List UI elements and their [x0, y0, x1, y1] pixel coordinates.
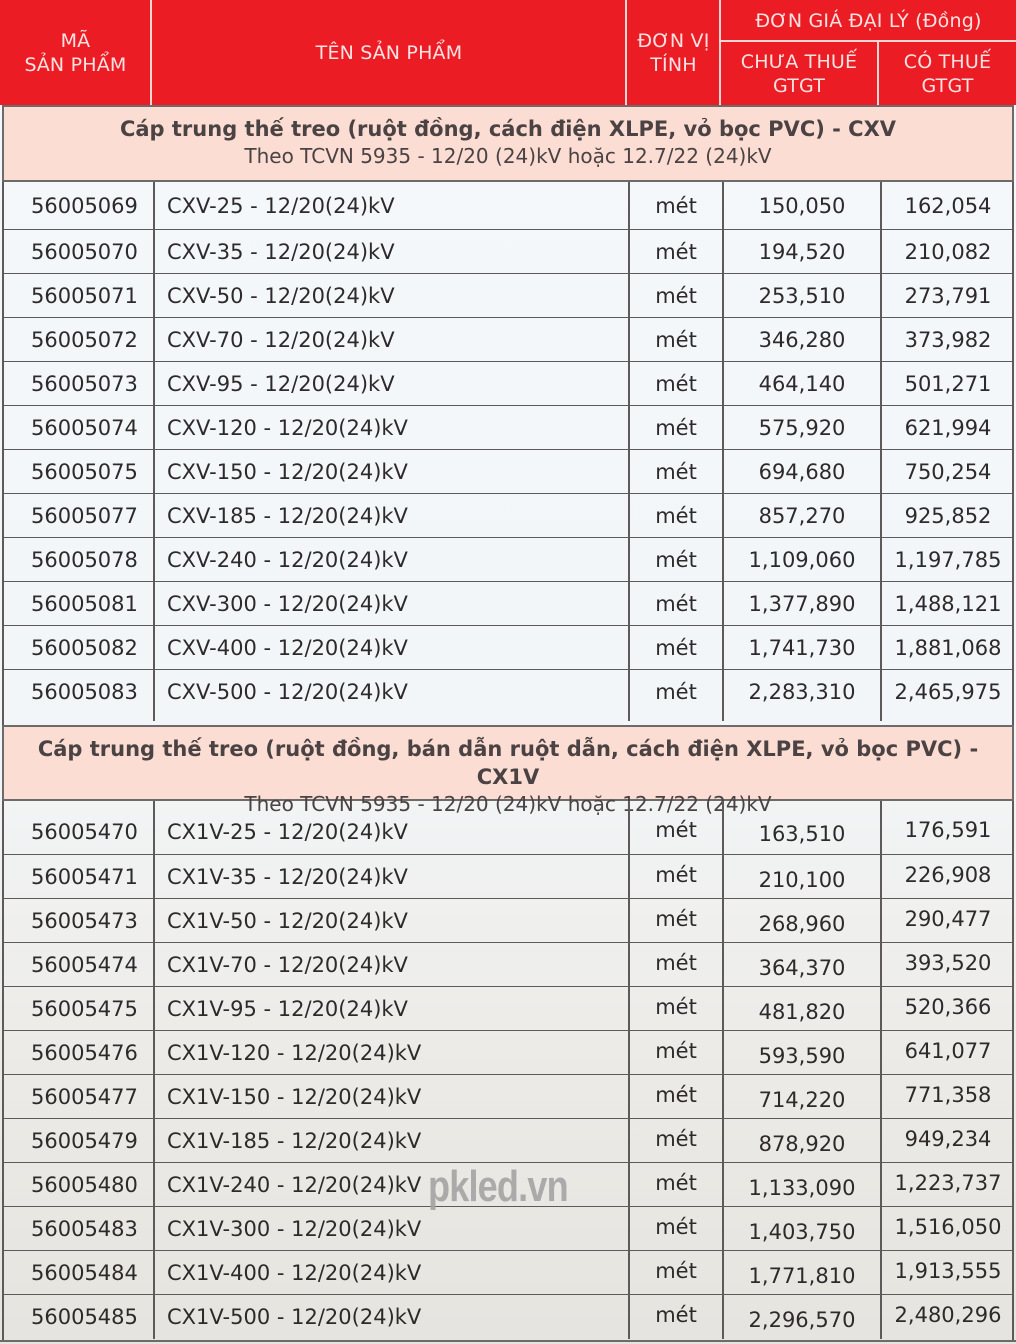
price-with-tax: 1,223,737	[880, 1163, 1014, 1206]
price-pre-tax: 2,296,570	[722, 1295, 880, 1339]
product-code: 56005070	[31, 239, 138, 264]
table-row	[4, 274, 1012, 318]
unit: mét	[628, 450, 722, 493]
table-row	[4, 182, 1012, 230]
header-pre-tax-line1: CHƯA THUẾ	[740, 50, 858, 73]
table-row	[4, 855, 1012, 899]
table-row	[4, 801, 1012, 855]
product-code: 56005473	[31, 908, 138, 933]
header-product-name: TÊN SẢN PHẨM	[315, 41, 463, 64]
product-name: CX1V-50 - 12/20(24)kV	[153, 899, 628, 942]
header-with-tax-line2: GTGT	[921, 74, 974, 97]
unit: mét	[628, 406, 722, 449]
product-name: CXV-240 - 12/20(24)kV	[153, 538, 628, 581]
product-code: 56005477	[31, 1084, 138, 1109]
product-code: 56005483	[31, 1216, 138, 1241]
table-row	[4, 362, 1012, 406]
product-name: CX1V-240 - 12/20(24)kV	[153, 1163, 628, 1206]
section-rows-cx1v	[2, 801, 1014, 1340]
product-name: CXV-120 - 12/20(24)kV	[153, 406, 628, 449]
unit-text: mét	[655, 679, 697, 704]
unit: mét	[628, 855, 722, 898]
unit: mét	[628, 943, 722, 986]
product-name: CXV-35 - 12/20(24)kV	[153, 230, 628, 273]
unit: mét	[628, 987, 722, 1030]
product-name: CXV-400 - 12/20(24)kV	[153, 626, 628, 669]
price-with-tax: 1,881,068	[880, 626, 1014, 669]
section-banner-cx1v	[2, 725, 1014, 816]
header-code-line2: SẢN PHẨM	[24, 53, 127, 76]
header-price-group: ĐƠN GIÁ ĐẠI LÝ (Đồng)	[755, 9, 982, 32]
product-name: CXV-50 - 12/20(24)kV	[153, 274, 628, 317]
unit: mét	[628, 1295, 722, 1339]
price-with-tax: 2,480,296	[880, 1295, 1014, 1339]
price-with-tax: 771,358	[880, 1075, 1014, 1118]
price-with-tax: 750,254	[880, 450, 1014, 493]
product-name-text: CXV-500 - 12/20(24)kV	[167, 679, 408, 704]
product-name: CX1V-25 - 12/20(24)kV	[153, 801, 628, 854]
table-row	[4, 450, 1012, 494]
product-code: 56005075	[31, 459, 138, 484]
price-with-tax: 520,366	[880, 987, 1014, 1030]
price-pre-tax: 268,960	[722, 899, 880, 942]
product-code: 56005083	[31, 680, 138, 704]
product-code: 56005073	[31, 371, 138, 396]
price-pre-tax: 194,520	[722, 230, 880, 273]
price-pre-tax-text: 2,283,310	[748, 679, 856, 704]
product-code: 56005484	[31, 1260, 138, 1285]
price-pre-tax: 857,270	[722, 494, 880, 537]
price-with-tax: 1,913,555	[880, 1251, 1014, 1294]
table-row	[4, 1251, 1012, 1295]
table-row	[4, 987, 1012, 1031]
price-with-tax: 621,994	[880, 406, 1014, 449]
product-code: 56005082	[31, 635, 138, 660]
unit: mét	[628, 626, 722, 669]
watermark: pkled.vn	[428, 1162, 568, 1211]
product-name: CX1V-400 - 12/20(24)kV	[153, 1251, 628, 1294]
section-subtitle: Theo TCVN 5935 - 12/20 (24)kV hoặc 12.7/22 (24)kV	[244, 144, 772, 168]
price-with-tax: 393,520	[880, 943, 1014, 986]
price-pre-tax: 1,403,750	[722, 1207, 880, 1250]
table-row	[4, 582, 1012, 626]
unit: mét	[628, 899, 722, 942]
price-with-tax: 925,852	[880, 494, 1014, 537]
price-with-tax: 176,591	[880, 801, 1014, 854]
price-with-tax: 226,908	[880, 855, 1014, 898]
product-name: CX1V-185 - 12/20(24)kV	[153, 1119, 628, 1162]
header-code-line1: MÃ	[60, 29, 91, 52]
header-with-tax-line1: CÓ THUẾ	[903, 50, 992, 73]
table-row	[4, 538, 1012, 582]
product-code: 56005475	[31, 996, 138, 1021]
unit: mét	[628, 230, 722, 273]
product-code: 56005071	[31, 283, 138, 308]
header-unit	[627, 0, 720, 105]
section-subtitle: Theo TCVN 5935 - 12/20 (24)kV hoặc 12.7/22 (24)kV	[244, 792, 772, 816]
header-pre-tax	[721, 42, 877, 105]
price-with-tax: 1,197,785	[880, 538, 1014, 581]
price-with-tax: 373,982	[880, 318, 1014, 361]
product-code: 56005471	[31, 864, 138, 889]
header-product-code	[0, 0, 151, 105]
table-row	[4, 318, 1012, 362]
price-with-tax: 162,054	[880, 182, 1014, 229]
product-code: 56005485	[31, 1305, 138, 1329]
product-code: 56005476	[31, 1040, 138, 1065]
section-banner-cxv	[2, 105, 1014, 182]
price-with-tax: 949,234	[880, 1119, 1014, 1162]
header-pre-tax-line2: GTGT	[772, 74, 826, 97]
product-code: 56005480	[31, 1172, 138, 1197]
product-code: 56005081	[31, 591, 138, 616]
table-row	[4, 230, 1012, 274]
product-code: 56005077	[31, 503, 138, 528]
table-row	[4, 1075, 1012, 1119]
unit: mét	[628, 1207, 722, 1250]
price-pre-tax: 714,220	[722, 1075, 880, 1118]
price-with-tax	[880, 670, 1014, 721]
price-with-tax: 1,516,050	[880, 1207, 1014, 1250]
price-pre-tax: 1,377,890	[722, 582, 880, 625]
unit: mét	[628, 582, 722, 625]
unit: mét	[628, 362, 722, 405]
product-name: CX1V-35 - 12/20(24)kV	[153, 855, 628, 898]
table-row	[4, 1207, 1012, 1251]
price-pre-tax: 150,050	[722, 182, 880, 229]
product-code: 56005074	[31, 415, 138, 440]
price-with-tax-text: 2,465,975	[894, 679, 1002, 704]
price-with-tax: 501,271	[880, 362, 1014, 405]
product-name: CXV-70 - 12/20(24)kV	[153, 318, 628, 361]
product-name: CXV-95 - 12/20(24)kV	[153, 362, 628, 405]
price-with-tax: 641,077	[880, 1031, 1014, 1074]
unit: mét	[628, 801, 722, 854]
price-pre-tax: 1,133,090	[722, 1163, 880, 1206]
unit: mét	[628, 1251, 722, 1294]
unit	[628, 670, 722, 721]
product-code: 56005470	[31, 819, 138, 844]
product-name: CX1V-70 - 12/20(24)kV	[153, 943, 628, 986]
unit: mét	[628, 1119, 722, 1162]
table-bottom-border	[0, 1340, 1016, 1342]
table-row	[4, 943, 1012, 987]
unit: mét	[628, 1031, 722, 1074]
unit: mét	[628, 494, 722, 537]
price-pre-tax: 1,109,060	[722, 538, 880, 581]
price-pre-tax: 1,771,810	[722, 1251, 880, 1294]
table-header	[0, 0, 1016, 105]
price-pre-tax: 346,280	[722, 318, 880, 361]
product-name: CX1V-120 - 12/20(24)kV	[153, 1031, 628, 1074]
price-pre-tax: 878,920	[722, 1119, 880, 1162]
price-with-tax: 273,791	[880, 274, 1014, 317]
price-with-tax: 1,488,121	[880, 582, 1014, 625]
product-code: 56005072	[31, 327, 138, 352]
header-unit-line1: ĐƠN VỊ	[637, 29, 710, 52]
price-pre-tax: 253,510	[722, 274, 880, 317]
product-code: 56005069	[31, 193, 138, 218]
product-name: CXV-25 - 12/20(24)kV	[153, 182, 628, 229]
table-row	[4, 670, 1012, 721]
unit: mét	[628, 1163, 722, 1206]
price-pre-tax: 694,680	[722, 450, 880, 493]
unit: mét	[628, 274, 722, 317]
section-title: Cáp trung thế treo (ruột đồng, bán dẫn ruột dẫn, cách điện XLPE, vỏ bọc PVC) - CX1V	[37, 737, 979, 789]
header-with-tax	[879, 42, 1016, 105]
product-name: CX1V-95 - 12/20(24)kV	[153, 987, 628, 1030]
table-row	[4, 494, 1012, 538]
section-rows-cxv	[2, 182, 1014, 725]
table-row	[4, 1119, 1012, 1163]
unit: mét	[628, 318, 722, 361]
table-row	[4, 406, 1012, 450]
product-code: 56005474	[31, 952, 138, 977]
product-code: 56005479	[31, 1128, 138, 1153]
unit: mét	[628, 1075, 722, 1118]
price-pre-tax: 464,140	[722, 362, 880, 405]
price-pre-tax: 593,590	[722, 1031, 880, 1074]
table-row	[4, 1031, 1012, 1075]
table-row	[4, 899, 1012, 943]
price-pre-tax	[722, 670, 880, 721]
table-row	[4, 1295, 1012, 1339]
price-pre-tax: 481,820	[722, 987, 880, 1030]
price-pre-tax: 163,510	[722, 801, 880, 854]
unit: mét	[628, 538, 722, 581]
product-name	[153, 670, 628, 721]
product-name: CX1V-300 - 12/20(24)kV	[153, 1207, 628, 1250]
section-title: Cáp trung thế treo (ruột đồng, cách điện XLPE, vỏ bọc PVC) - CXV	[119, 117, 897, 141]
product-name: CXV-185 - 12/20(24)kV	[153, 494, 628, 537]
price-pre-tax: 210,100	[722, 855, 880, 898]
product-name: CX1V-150 - 12/20(24)kV	[153, 1075, 628, 1118]
price-with-tax: 210,082	[880, 230, 1014, 273]
price-pre-tax: 575,920	[722, 406, 880, 449]
price-with-tax: 290,477	[880, 899, 1014, 942]
table-row	[4, 626, 1012, 670]
product-code: 56005078	[31, 547, 138, 572]
price-pre-tax: 1,741,730	[722, 626, 880, 669]
header-unit-line2: TÍNH	[650, 53, 697, 76]
product-name: CX1V-500 - 12/20(24)kV	[153, 1295, 628, 1339]
unit: mét	[628, 182, 722, 229]
product-name: CXV-150 - 12/20(24)kV	[153, 450, 628, 493]
product-name: CXV-300 - 12/20(24)kV	[153, 582, 628, 625]
price-pre-tax: 364,370	[722, 943, 880, 986]
